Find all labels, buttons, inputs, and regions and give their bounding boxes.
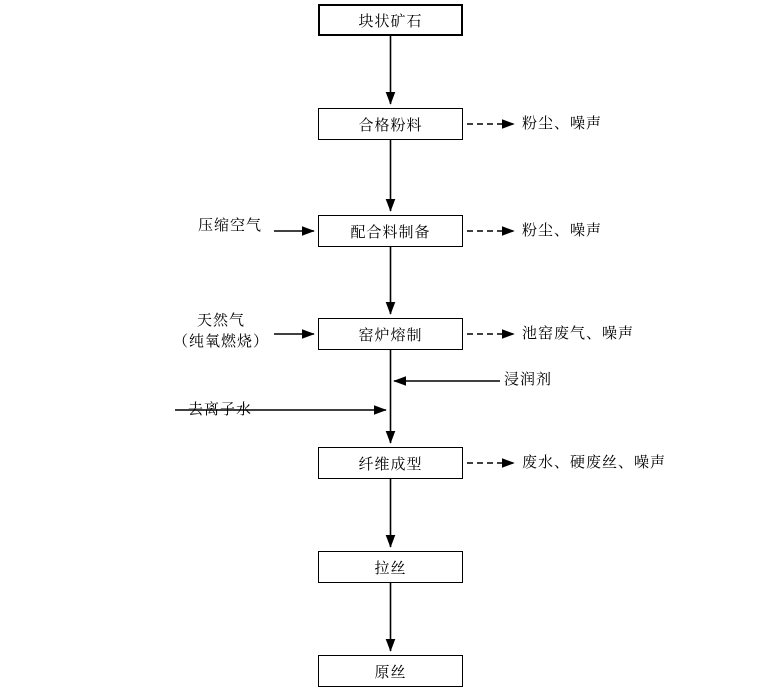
process-node-drawing[interactable]	[318, 551, 463, 583]
node-label: 配合料制备	[350, 223, 431, 241]
input-text: 压缩空气	[197, 217, 262, 234]
output-label-furnace-exhaust-noise	[522, 324, 634, 344]
output-text: 废水、硬废丝、噪声	[522, 454, 667, 471]
input-label-compressed-air	[185, 216, 275, 236]
output-label-wastewater-waste-fiber-noise	[522, 453, 666, 473]
input-label-sizing-agent	[504, 370, 614, 390]
input-label-natural-gas	[166, 310, 276, 352]
node-label: 窑炉熔制	[358, 326, 423, 344]
input-text: 天然气	[196, 312, 245, 329]
output-text: 粉尘、噪声	[522, 115, 603, 132]
node-label: 合格粉料	[358, 116, 423, 134]
output-label-dust-noise-2	[522, 221, 602, 241]
output-label-dust-noise-1	[522, 114, 602, 134]
input-text: 浸润剂	[504, 371, 553, 388]
node-label: 拉丝	[374, 559, 407, 577]
process-node-raw-yarn[interactable]	[318, 655, 463, 687]
process-node-block-ore[interactable]	[318, 4, 463, 36]
node-label: 纤维成型	[358, 455, 423, 473]
output-text: 粉尘、噪声	[522, 222, 603, 239]
node-label: 原丝	[374, 663, 407, 681]
output-text: 池窑废气、噪声	[522, 325, 635, 342]
process-node-fiber-forming[interactable]	[318, 447, 463, 479]
input-subtext: （纯氧燃烧）	[172, 333, 269, 350]
process-node-batch-preparation[interactable]	[318, 215, 463, 247]
process-node-furnace-melting[interactable]	[318, 318, 463, 350]
node-label: 块状矿石	[358, 12, 423, 30]
input-label-deionized-water	[175, 400, 265, 420]
process-node-qualified-powder[interactable]	[318, 108, 463, 140]
input-text: 去离子水	[187, 401, 252, 418]
